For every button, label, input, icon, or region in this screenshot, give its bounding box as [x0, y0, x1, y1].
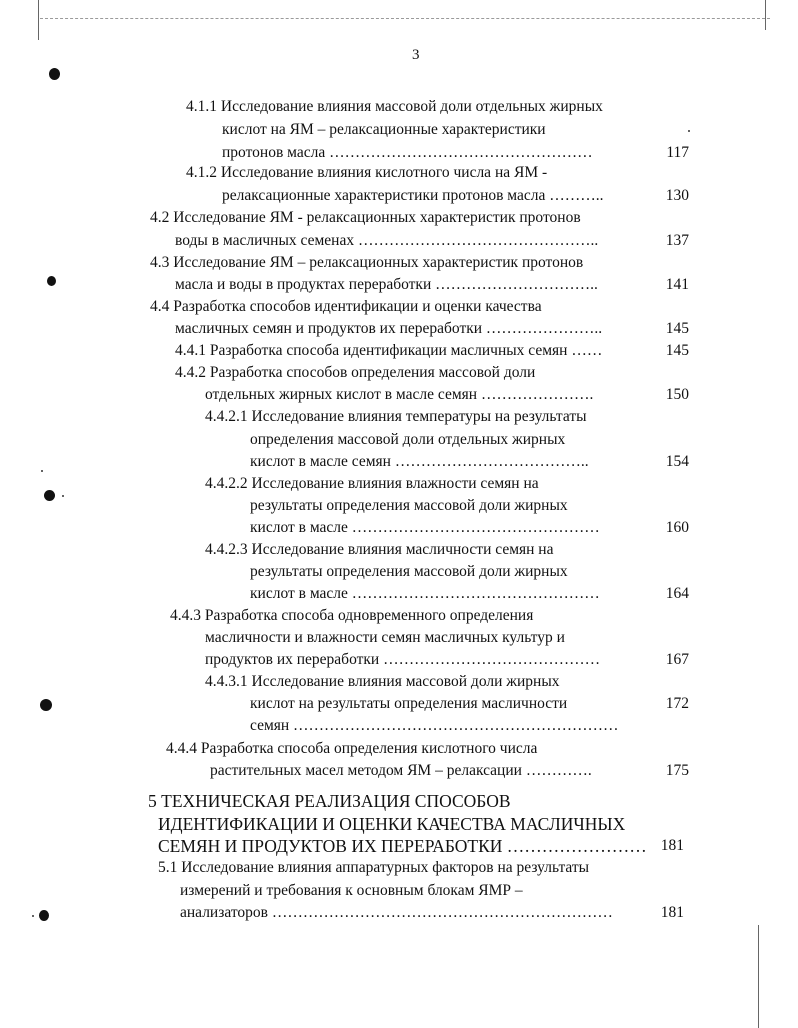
toc-page-number: 145 — [665, 320, 689, 337]
toc-line: 4.4.2 Разработка способов определения массовой доли — [175, 364, 536, 381]
scan-edge-line — [765, 0, 766, 30]
scan-edge-line — [38, 0, 39, 40]
scan-speck — [62, 495, 64, 497]
toc-line: определения массовой доли отдельных жирных — [250, 431, 566, 448]
toc-page-number: 145 — [665, 342, 689, 359]
toc-page-number: 175 — [665, 762, 689, 779]
scan-edge-line — [40, 18, 770, 20]
toc-page-number: 154 — [665, 453, 689, 470]
toc-line: 4.4.2.3 Исследование влияния масличности семян на — [205, 541, 554, 558]
toc-chapter-heading: СЕМЯН И ПРОДУКТОВ ИХ ПЕРЕРАБОТКИ …………………… — [158, 836, 647, 856]
toc-line: масличности и влажности семян масличных культур и — [205, 629, 565, 646]
toc-line: кислот в масле ………………………………………… — [250, 519, 600, 536]
toc-line: продуктов их переработки …………………………………… — [205, 651, 601, 668]
punch-hole-mark — [49, 68, 60, 80]
toc-chapter-heading: 5 ТЕХНИЧЕСКАЯ РЕАЛИЗАЦИЯ СПОСОБОВ — [148, 791, 511, 811]
toc-line: 4.4.2.1 Исследование влияния температуры на результаты — [205, 408, 587, 425]
toc-line: анализаторов ………………………………………………………… — [180, 904, 613, 921]
punch-hole-mark — [39, 910, 49, 921]
toc-line: масла и воды в продуктах переработки ………………………….. — [175, 276, 598, 293]
toc-line: 4.2 Исследование ЯМ - релаксационных характеристик протонов — [150, 209, 581, 226]
toc-page-number: 117 — [666, 144, 689, 161]
toc-line: 4.4.3.1 Исследование влияния массовой доли жирных — [205, 673, 560, 690]
toc-line: 4.4 Разработка способов идентификации и оценки качества — [150, 298, 542, 315]
toc-line: кислот на результаты определения масличности — [250, 695, 568, 712]
toc-page-number: 181 — [660, 837, 684, 854]
toc-line: отдельных жирных кислот в масле семян …………………. — [205, 386, 594, 403]
punch-hole-mark — [47, 276, 56, 286]
toc-line: кислот в масле ………………………………………… — [250, 585, 600, 602]
toc-page-number: 150 — [665, 386, 689, 403]
toc-line: 4.4.4 Разработка способа определения кислотного числа — [166, 740, 538, 757]
toc-page-number: 167 — [665, 651, 689, 668]
scan-edge-line — [758, 925, 759, 1028]
toc-line: масличных семян и продуктов их переработки ………………….. — [175, 320, 603, 337]
toc-line: 5.1 Исследование влияния аппаратурных факторов на результаты — [158, 859, 590, 876]
toc-line: семян ……………………………………………………… — [250, 717, 619, 734]
toc-chapter-heading: ИДЕНТИФИКАЦИИ И ОЦЕНКИ КАЧЕСТВА МАСЛИЧНЫХ — [158, 814, 626, 834]
toc-line: растительных масел методом ЯМ – релаксации …………. — [210, 762, 592, 779]
toc-line: 4.3 Исследование ЯМ – релаксационных характеристик протонов — [150, 254, 584, 271]
toc-line: 4.1.1 Исследование влияния массовой доли отдельных жирных — [186, 98, 603, 115]
toc-page-number: 172 — [665, 695, 689, 712]
toc-line: протонов масла …………………………………………… — [222, 144, 593, 161]
toc-page-number: 141 — [665, 276, 689, 293]
toc-page-number: 181 — [660, 904, 684, 921]
toc-line: 4.1.2 Исследование влияния кислотного числа на ЯМ - — [186, 164, 548, 181]
toc-line: 4.4.3 Разработка способа одновременного определения — [170, 607, 534, 624]
scan-speck — [32, 915, 34, 917]
toc-line: результаты определения массовой доли жирных — [250, 563, 568, 580]
toc-page-number: 130 — [665, 187, 689, 204]
toc-line: измерений и требования к основным блокам ЯМР – — [180, 882, 523, 899]
punch-hole-mark — [40, 699, 52, 711]
toc-line: кислот в масле семян ……………………………….. — [250, 453, 589, 470]
toc-line: кислот на ЯМ – релаксационные характеристики — [222, 121, 546, 138]
toc-line: воды в масличных семенах ……………………………………….. — [175, 232, 599, 249]
toc-page-number: 137 — [665, 232, 689, 249]
toc-page-number: 164 — [665, 585, 689, 602]
scan-speck — [688, 130, 690, 132]
toc-line: релаксационные характеристики протонов масла ……….. — [222, 187, 604, 204]
toc-line: результаты определения массовой доли жирных — [250, 497, 568, 514]
scan-speck — [41, 470, 43, 472]
punch-hole-mark — [44, 490, 55, 501]
toc-line: 4.4.1 Разработка способа идентификации масличных семян …… — [175, 342, 603, 359]
page-number: 3 — [412, 47, 420, 63]
toc-page-number: 160 — [665, 519, 689, 536]
toc-line: 4.4.2.2 Исследование влияния влажности семян на — [205, 475, 539, 492]
